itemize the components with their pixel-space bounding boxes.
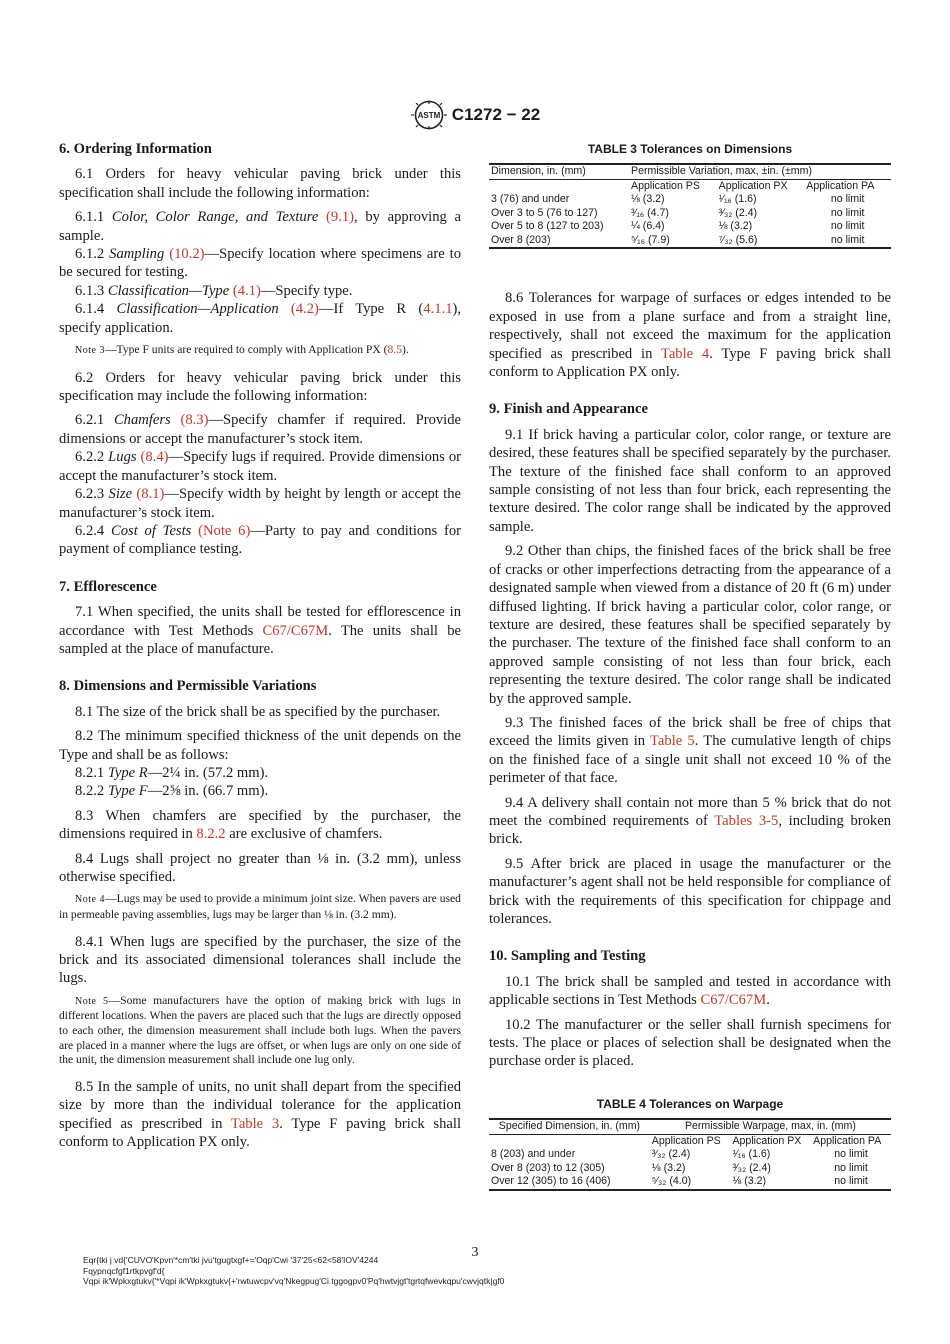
para-num: 6.1.4 xyxy=(75,301,117,318)
para-text: . The cumulative length of chips on the finished face of a single unit shall not exceed 10 % of the perimeter of that face. xyxy=(489,733,891,787)
para-6-2-3 xyxy=(59,485,461,522)
para-6-2-1 xyxy=(59,411,461,448)
para-text: —Specify location where specimens are to be secured for testing. xyxy=(59,246,461,281)
para-text: . The units shall be sampled at the place of manufacture. xyxy=(59,622,461,657)
para-text: —Specify chamfer if required. Provide dimensions or accept the manufacturer’s stock item. xyxy=(59,412,462,447)
para-8-4-1: 8.4.1 When lugs are specified by the purchaser, the size of the brick and its associated dimensional tolerances shall include the lugs. xyxy=(59,933,461,987)
table-cell: no limit xyxy=(830,193,865,206)
table-head-cell: Dimension, in. (mm) xyxy=(489,164,629,179)
table-cell: Over 8 (203) xyxy=(489,234,629,249)
para-8-1: 8.1 The size of the brick shall be as specified by the purchaser. xyxy=(75,703,441,720)
table-head-cell: Specified Dimension, in. (mm) xyxy=(489,1119,650,1134)
table-subhead-cell: Application PA xyxy=(806,179,875,192)
table-cell: ⁷⁄₃₂ (5.6) xyxy=(717,234,805,249)
xref-8-3[interactable]: (8.3) xyxy=(180,412,209,429)
para-10-2: 10.2 The manufacturer or the seller shall furnish specimens for tests. The place or places of selection shall be designated when the purchase order is placed. xyxy=(489,1016,891,1070)
astm-logo-icon xyxy=(410,100,448,130)
table-cell: 3 (76) and under xyxy=(491,193,570,206)
table-4-title: TABLE 4 Tolerances on Warpage xyxy=(596,1096,784,1111)
para-text: 8.6 Tolerances for warpage of surfaces or edges intended to be exposed in use from a plane surface and from a straight line, respectively, shall not exceed the maximum for the application specified as prescribed in xyxy=(489,290,891,362)
para-text: , by approving a sample. xyxy=(59,209,461,244)
para-term: Lugs xyxy=(108,449,141,466)
section-9-heading: 9. Finish and Appearance xyxy=(489,401,648,418)
para-term: Type R xyxy=(107,764,148,781)
xref-c67-2[interactable]: C67/C67M xyxy=(700,992,767,1009)
xref-8-5[interactable]: 8.5 xyxy=(387,343,402,357)
xref-table-5[interactable]: Table 5 xyxy=(650,733,695,750)
para-6-1: 6.1 Orders for heavy vehicular paving brick under this specification shall include the following information: xyxy=(59,166,461,201)
standard-designation: C1272 − 22 xyxy=(451,105,541,124)
note-4 xyxy=(59,892,461,922)
table-cell: Over 12 (305) to 16 (406) xyxy=(489,1175,650,1190)
para-6-2-4 xyxy=(59,522,461,559)
table-subhead-cell: Application PS xyxy=(651,1134,721,1147)
para-text: are exclusive of chamfers. xyxy=(225,826,383,843)
para-text: 7.1 When specified, the units shall be tested for efflorescence in accordance with Test Methods xyxy=(59,604,461,639)
table-head-cell: Permissible Variation, max, ±in. (±mm) xyxy=(629,164,891,179)
table-cell: Over 3 to 5 (76 to 127) xyxy=(491,206,598,219)
table-subheader-row xyxy=(489,179,891,193)
xref-4-2[interactable]: (4.2) xyxy=(290,301,319,318)
para-8-2: 8.2 The minimum specified thickness of the unit depends on the Type and shall be as follows: xyxy=(59,728,461,763)
para-9-1: 9.1 If brick having a particular color, color range, or texture are desired, these features shall be specified separately by the purchaser. The texture of the finished face shall conform to an approved sample consisting of not less than four brick, each representing the texture desired. The color range shall be indicated by the approved sample. xyxy=(489,426,891,535)
para-text: . xyxy=(766,992,770,1009)
table-row xyxy=(489,234,891,249)
para-8-5 xyxy=(59,1078,461,1152)
table-row xyxy=(489,1162,891,1176)
note-3 xyxy=(59,343,461,359)
para-8-4: 8.4 Lugs shall project no greater than ⅛ in. (3.2 mm), unless otherwise specified. xyxy=(59,850,461,885)
para-9-3 xyxy=(489,714,891,788)
note-text: —Type F units are required to comply with Application PX ( xyxy=(104,343,388,357)
table-cell: no limit xyxy=(834,1148,868,1161)
footer-line: Eqr{tki j vd{'CUVO'Kpvn'*cm'tki jvu'tgugtxgf+='Oqp'Cwi '37'25<62<58'IOV'4244 xyxy=(83,1255,379,1265)
right-column xyxy=(489,140,891,1191)
para-9-2: 9.2 Other than chips, the finished faces of the brick shall be free of cracks or other imperfections detracting from the appearance of a designated sample when viewed from a distance of 20 ft (6 m) under diffused lighting. If brick having a particular color, color range, or texture are desired, these features shall be specified separately by the purchaser. The texture of the finished face shall conform to an approved sample consisting of not less than four brick, each representing the texture desired. The color range shall be indicated by the approved sample. xyxy=(489,543,891,707)
para-text: . Type F paving brick shall conform to Application PX only. xyxy=(489,345,891,381)
table-3-title: TABLE 3 Tolerances on Dimensions xyxy=(587,142,793,156)
para-text: 9.4 A delivery shall contain not more than 5 % brick that do not meet the combined requirements of xyxy=(489,794,891,829)
para-8-2-1 xyxy=(59,764,461,782)
table-header-row xyxy=(489,164,891,179)
para-num: 6.2.1 xyxy=(75,412,114,429)
table-row xyxy=(489,193,891,207)
para-6-1-4 xyxy=(59,300,461,337)
table-4 xyxy=(489,1118,891,1191)
xref-note-6[interactable]: (Note 6) xyxy=(198,522,251,539)
para-term: Size xyxy=(108,486,137,503)
para-text: 9.3 The finished faces of the brick shall be free of chips that exceed the limits given in xyxy=(489,714,891,750)
table-cell: ⁵⁄₃₂ (4.0) xyxy=(650,1175,731,1190)
para-8-6 xyxy=(489,289,891,381)
section-10-heading: 10. Sampling and Testing xyxy=(489,948,646,965)
table-subhead-cell: Application PS xyxy=(631,179,700,192)
para-6-2-2 xyxy=(59,448,461,485)
xref-4-1[interactable]: (4.1) xyxy=(232,282,261,299)
para-9-5: 9.5 After brick are placed in usage the manufacturer or the manufacturer’s agent shall not be held responsible for compliance of brick with the requirements of this specification for chippage and tolerances. xyxy=(489,855,891,927)
para-text: —If Type R ( xyxy=(318,301,424,318)
para-num: 8.2.2 xyxy=(75,783,108,800)
logo-text: ASTM xyxy=(417,111,441,120)
table-head-cell: Permissible Warpage, max, in. (mm) xyxy=(650,1119,891,1134)
table-subhead-cell: Application PX xyxy=(732,1134,802,1147)
para-text: 10.1 The brick shall be sampled and tested in accordance with applicable sections in Test Methods xyxy=(489,973,891,1009)
page-number: 3 xyxy=(471,1245,479,1260)
para-6-1-1 xyxy=(59,208,461,245)
table-cell: ⅛ (3.2) xyxy=(730,1175,811,1190)
page-header xyxy=(0,100,950,130)
para-term: Chamfers xyxy=(113,412,181,429)
table-cell: Over 8 (203) to 12 (305) xyxy=(491,1161,605,1174)
para-term: Type F xyxy=(107,783,148,800)
table-cell: ¹⁄₁₆ (1.6) xyxy=(718,193,757,206)
footer-line: Vqpi ik'Wpkxgtukv{'*Vqpi ik'Wpkxgtukv{+'rwtuwcpv'vq'Nkegpug'Ci tggogpv0'Pq'hwtvjgt'tgrtqfwevkqpu'cwvjqtk|gf0 xyxy=(83,1276,505,1286)
para-10-1 xyxy=(489,973,891,1010)
section-7-heading: 7. Efflorescence xyxy=(59,578,157,595)
para-text: —2¼ in. (57.2 mm). xyxy=(147,764,269,781)
table-cell: ³⁄₃₂ (2.4) xyxy=(732,1161,771,1174)
section-6-heading: 6. Ordering Information xyxy=(59,141,212,157)
table-cell: no limit xyxy=(830,206,865,219)
xref-4-1-1[interactable]: 4.1.1 xyxy=(423,301,453,318)
para-6-1-2 xyxy=(59,245,461,282)
para-term: Classification—Application xyxy=(116,301,291,318)
note-label: Note 4 xyxy=(75,894,106,906)
xref-10-2[interactable]: (10.2) xyxy=(169,246,205,263)
table-cell: ³⁄₃₂ (2.4) xyxy=(651,1148,691,1161)
xref-8-2-2[interactable]: 8.2.2 xyxy=(196,826,226,843)
xref-9-1[interactable]: (9.1) xyxy=(326,209,355,226)
para-6-2: 6.2 Orders for heavy vehicular paving brick under this specification may include the following information: xyxy=(59,369,461,405)
xref-table-3[interactable]: Table 3 xyxy=(230,1115,280,1132)
note-text: ). xyxy=(402,343,409,357)
note-label: Note 3 xyxy=(75,345,105,357)
section-8-heading: 8. Dimensions and Permissible Variations xyxy=(59,678,317,695)
table-cell: ⅛ (3.2) xyxy=(651,1161,686,1174)
table-cell: no limit xyxy=(811,1175,891,1190)
para-text: 8.5 In the sample of units, no unit shall depart from the specified size by more than the individual tolerance for the application specified as prescribed in xyxy=(59,1078,461,1132)
para-num: 6.1.3 xyxy=(75,282,108,299)
table-subhead-cell: Application PX xyxy=(718,179,788,192)
table-cell: ¼ (6.4) xyxy=(631,220,665,233)
xref-8-4[interactable]: (8.4) xyxy=(140,449,169,466)
para-num: 6.1.2 xyxy=(75,246,110,263)
table-cell: no limit xyxy=(830,220,865,233)
para-num: 6.2.2 xyxy=(75,449,109,466)
para-num: 6.1.1 xyxy=(75,209,112,226)
table-header-row xyxy=(489,1119,891,1134)
table-cell: ³⁄₁₆ (4.7) xyxy=(631,206,669,219)
note-5 xyxy=(59,994,461,1068)
para-8-2-2 xyxy=(59,782,461,800)
para-text: ), specify application. xyxy=(59,301,461,336)
table-cell: ¹⁄₁₆ (1.6) xyxy=(732,1148,771,1161)
table-row xyxy=(489,1175,891,1190)
note-text: —Lugs may be used to provide a minimum joint size. When pavers are used in permeable paving assemblies, lugs may be larger than ⅛ in. (3.2 mm). xyxy=(59,892,461,921)
xref-c67[interactable]: C67/C67M xyxy=(262,622,329,639)
table-row xyxy=(489,220,891,234)
para-term: Classification—Type xyxy=(107,282,233,299)
para-num: 6.2.4 xyxy=(75,522,111,539)
para-text: . Type F paving brick shall conform to Application PX only. xyxy=(59,1115,461,1150)
table-3 xyxy=(489,163,891,249)
left-column xyxy=(59,140,461,1157)
table-row xyxy=(489,1148,891,1162)
para-7-1 xyxy=(59,603,461,658)
para-text: —Specify type. xyxy=(260,282,353,299)
para-text: —Party to pay and conditions for payment of compliance testing. xyxy=(59,522,461,558)
table-cell: ⅛ (3.2) xyxy=(718,220,753,233)
table-row xyxy=(489,207,891,221)
table-cell: no limit xyxy=(804,234,891,249)
table-cell: ⅛ (3.2) xyxy=(631,193,665,206)
para-8-3 xyxy=(59,807,461,844)
table-subhead-cell: Application PA xyxy=(813,1134,882,1147)
license-footer xyxy=(83,1255,504,1287)
para-term: Cost of Tests xyxy=(110,522,199,539)
para-num: 6.2.3 xyxy=(75,486,109,503)
para-num: 8.2.1 xyxy=(75,764,108,781)
xref-tables-3-5[interactable]: Tables 3-5 xyxy=(714,812,779,829)
footer-line: Fqypnqcfgf1rtkpvgf'd{ xyxy=(83,1265,165,1276)
para-6-1-3 xyxy=(59,282,461,300)
xref-table-4[interactable]: Table 4 xyxy=(660,345,710,362)
para-term: Sampling xyxy=(109,246,170,263)
table-cell: 8 (203) and under xyxy=(491,1148,576,1161)
table-cell: ⁵⁄₁₆ (7.9) xyxy=(629,234,717,249)
para-text: —Specify width by height by length or accept the manufacturer’s stock item. xyxy=(59,486,461,521)
xref-8-1[interactable]: (8.1) xyxy=(136,486,165,503)
table-subheader-row xyxy=(489,1134,891,1148)
para-text: —Specify lugs if required. Provide dimensions or accept the manufacturer’s stock item. xyxy=(59,449,461,484)
para-text: 8.3 When chamfers are specified by the purchaser, the dimensions required in xyxy=(59,807,461,843)
para-text: , including broken brick. xyxy=(489,812,891,848)
note-text: —Some manufacturers have the option of making brick with lugs in different locations. When the pavers are placed such that the lugs are directly opposed to each other, the dimension measurement shall include both lugs. When the pavers are placed in a manner where the lugs are offset, or when lugs are only on one side of the unit, the dimension measurement shall include one lug only. xyxy=(59,993,461,1067)
para-text: —2⅝ in. (66.7 mm). xyxy=(147,783,269,800)
note-label: Note 5 xyxy=(75,995,109,1007)
table-cell: Over 5 to 8 (127 to 203) xyxy=(491,220,604,233)
table-cell: ³⁄₃₂ (2.4) xyxy=(718,206,758,219)
table-cell: no limit xyxy=(834,1161,868,1174)
para-9-4 xyxy=(489,794,891,849)
para-term: Color, Color Range, and Texture xyxy=(111,209,327,226)
